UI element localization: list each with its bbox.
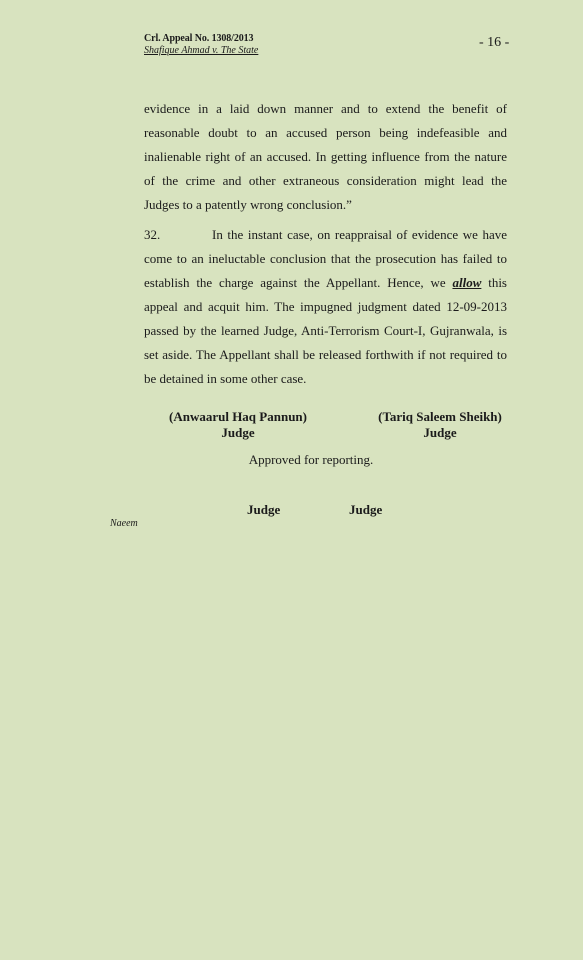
approval-note: Approved for reporting. (248, 452, 374, 467)
paragraph-emphasis: allow (452, 275, 482, 290)
judge-title-right: Judge (423, 425, 457, 440)
paragraph-continued: evidence in a laid down manner and to extend the benefit of reasonable doubt to an accused person being indefeasible and inalienable right of an accused. In getting influence from the nature of the crime and other extraneous consideration might lead the Judges to a patently wrong conclusion.” (144, 101, 507, 212)
typist-initials: Naeem (110, 518, 138, 529)
approval-judge-first: Judge (247, 502, 281, 517)
signature-block-left (160, 409, 316, 441)
approval-judge-second: Judge (349, 502, 383, 517)
judge-title-left: Judge (221, 425, 255, 440)
paragraph-number: 32. (144, 227, 161, 242)
signature-block-right (368, 409, 512, 441)
paragraph-text-before: In the instant case, on reappraisal of evidence we have come to an ineluctable conclusion that the prosecution has failed to establish the charge against the Appellant. Hence, we (144, 227, 507, 290)
case-number: Crl. Appeal No. 1308/2013 (144, 33, 254, 44)
case-parties: Shafique Ahmad v. The State (144, 45, 259, 56)
judge-name-right: (Tariq Saleem Sheikh) (378, 409, 502, 424)
judge-name-left: (Anwaarul Haq Pannun) (169, 409, 307, 424)
paragraph-text-after: this appeal and acquit him. The impugned judgment dated 12-09-2013 passed by the learned Judge, Anti-Terrorism Court-I, Gujranwala, is set aside. The Appellant shall be released forthwith if not required to be detained in some other case. (144, 275, 507, 386)
page-number: - 16 - (479, 35, 510, 50)
paragraph-32 (144, 223, 507, 391)
